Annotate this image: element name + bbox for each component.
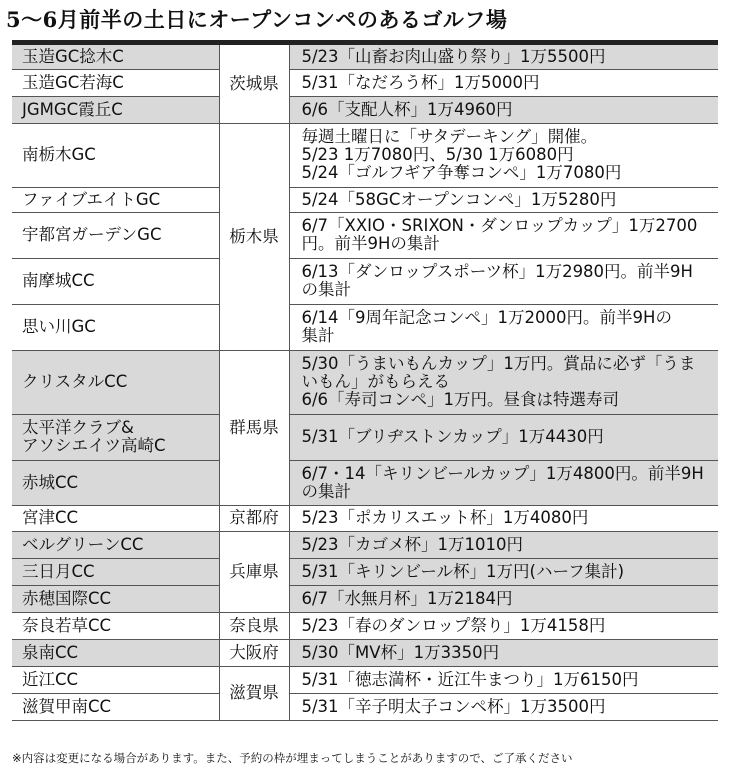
prefecture-cell: 京都府 — [219, 505, 289, 531]
event-info: 6/6「支配人杯」1万4960円 — [289, 96, 718, 123]
club-name: クリスタルCC — [12, 350, 219, 414]
event-info: 5/30「うまいもんカップ」1万円。賞品に必ず「うま いもん」がもらえる 6/6「寿司コンペ」1万円。昼食は特選寿司 — [289, 350, 718, 414]
event-info: 5/30「MV杯」1万3350円 — [289, 639, 718, 666]
club-name: 太平洋クラブ& アソシエイツ高崎C — [12, 414, 219, 460]
table-row — [12, 187, 718, 212]
club-name: 宇都宮ガーデンGC — [12, 212, 219, 258]
club-name: 南栃木GC — [12, 123, 219, 187]
prefecture-cell: 滋賀県 — [219, 666, 289, 720]
table-row — [12, 639, 718, 666]
prefecture-cell: 兵庫県 — [219, 531, 289, 612]
table-row — [12, 460, 718, 505]
table-row — [12, 96, 718, 123]
prefecture-cell: 栃木県 — [219, 123, 289, 350]
golf-course-table — [12, 45, 718, 721]
event-info: 5/23「春のダンロップ祭り」1万4158円 — [289, 612, 718, 639]
club-name: 滋賀甲南CC — [12, 693, 219, 720]
club-name: 南摩城CC — [12, 258, 219, 304]
table-row — [12, 666, 718, 693]
footnote: ※内容は変更になる場合があります。また、予約の枠が埋まってしまうことがありますので、ご了承ください — [12, 751, 573, 765]
event-info: 5/23「カゴメ杯」1万1010円 — [289, 531, 718, 558]
table-row — [12, 45, 718, 69]
club-name: 近江CC — [12, 666, 219, 693]
table-row — [12, 350, 718, 414]
club-name: 玉造GC捻木C — [12, 45, 219, 69]
event-info: 6/7・14「キリンビールカップ」1万4800円。前半9H の集計 — [289, 460, 718, 505]
event-info: 5/31「なだろう杯」1万5000円 — [289, 69, 718, 96]
club-name: 赤穂国際CC — [12, 585, 219, 612]
prefecture-cell: 奈良県 — [219, 612, 289, 639]
event-info: 5/31「キリンビール杯」1万円(ハーフ集計) — [289, 558, 718, 585]
event-info: 5/24「58GCオープンコンペ」1万5280円 — [289, 187, 718, 212]
event-info: 6/13「ダンロップスポーツ杯」1万2980円。前半9H の集計 — [289, 258, 718, 304]
table-row — [12, 212, 718, 258]
event-info: 5/23「ポカリスエット杯」1万4080円 — [289, 505, 718, 531]
club-name: 三日月CC — [12, 558, 219, 585]
table-row — [12, 304, 718, 350]
event-info: 5/31「辛子明太子コンペ杯」1万3500円 — [289, 693, 718, 720]
event-info: 6/7「水無月杯」1万2184円 — [289, 585, 718, 612]
club-name: 思い川GC — [12, 304, 219, 350]
event-info: 5/23「山畜お肉山盛り祭り」1万5500円 — [289, 45, 718, 69]
table-row — [12, 693, 718, 720]
table-row — [12, 531, 718, 558]
prefecture-cell: 茨城県 — [219, 45, 289, 123]
table-row — [12, 558, 718, 585]
club-name: ファイブエイトGC — [12, 187, 219, 212]
event-info: 5/31「ブリヂストンカップ」1万4430円 — [289, 414, 718, 460]
event-info: 6/7「XXIO・SRIXON・ダンロップカップ」1万2700 円。前半9Hの集計 — [289, 212, 718, 258]
club-name: ベルグリーンCC — [12, 531, 219, 558]
page-title: 5〜6月前半の土日にオープンコンペのあるゴルフ場 — [6, 7, 508, 32]
prefecture-cell: 群馬県 — [219, 350, 289, 505]
table-row — [12, 69, 718, 96]
club-name: JGMGC霞丘C — [12, 96, 219, 123]
table-row — [12, 505, 718, 531]
table-row — [12, 123, 718, 187]
club-name: 宮津CC — [12, 505, 219, 531]
club-name: 奈良若草CC — [12, 612, 219, 639]
event-info: 毎週土曜日に「サタデーキング」開催。 5/23 1万7080円、5/30 1万6080円 5/24「ゴルフギア争奪コンペ」1万7080円 — [289, 123, 718, 187]
table-row — [12, 612, 718, 639]
prefecture-cell: 大阪府 — [219, 639, 289, 666]
club-name: 玉造GC若海C — [12, 69, 219, 96]
club-name: 赤城CC — [12, 460, 219, 505]
table-row — [12, 414, 718, 460]
event-info: 5/31「徳志満杯・近江牛まつり」1万6150円 — [289, 666, 718, 693]
table-row — [12, 585, 718, 612]
event-info: 6/14「9周年記念コンペ」1万2000円。前半9Hの 集計 — [289, 304, 718, 350]
table-row — [12, 258, 718, 304]
club-name: 泉南CC — [12, 639, 219, 666]
